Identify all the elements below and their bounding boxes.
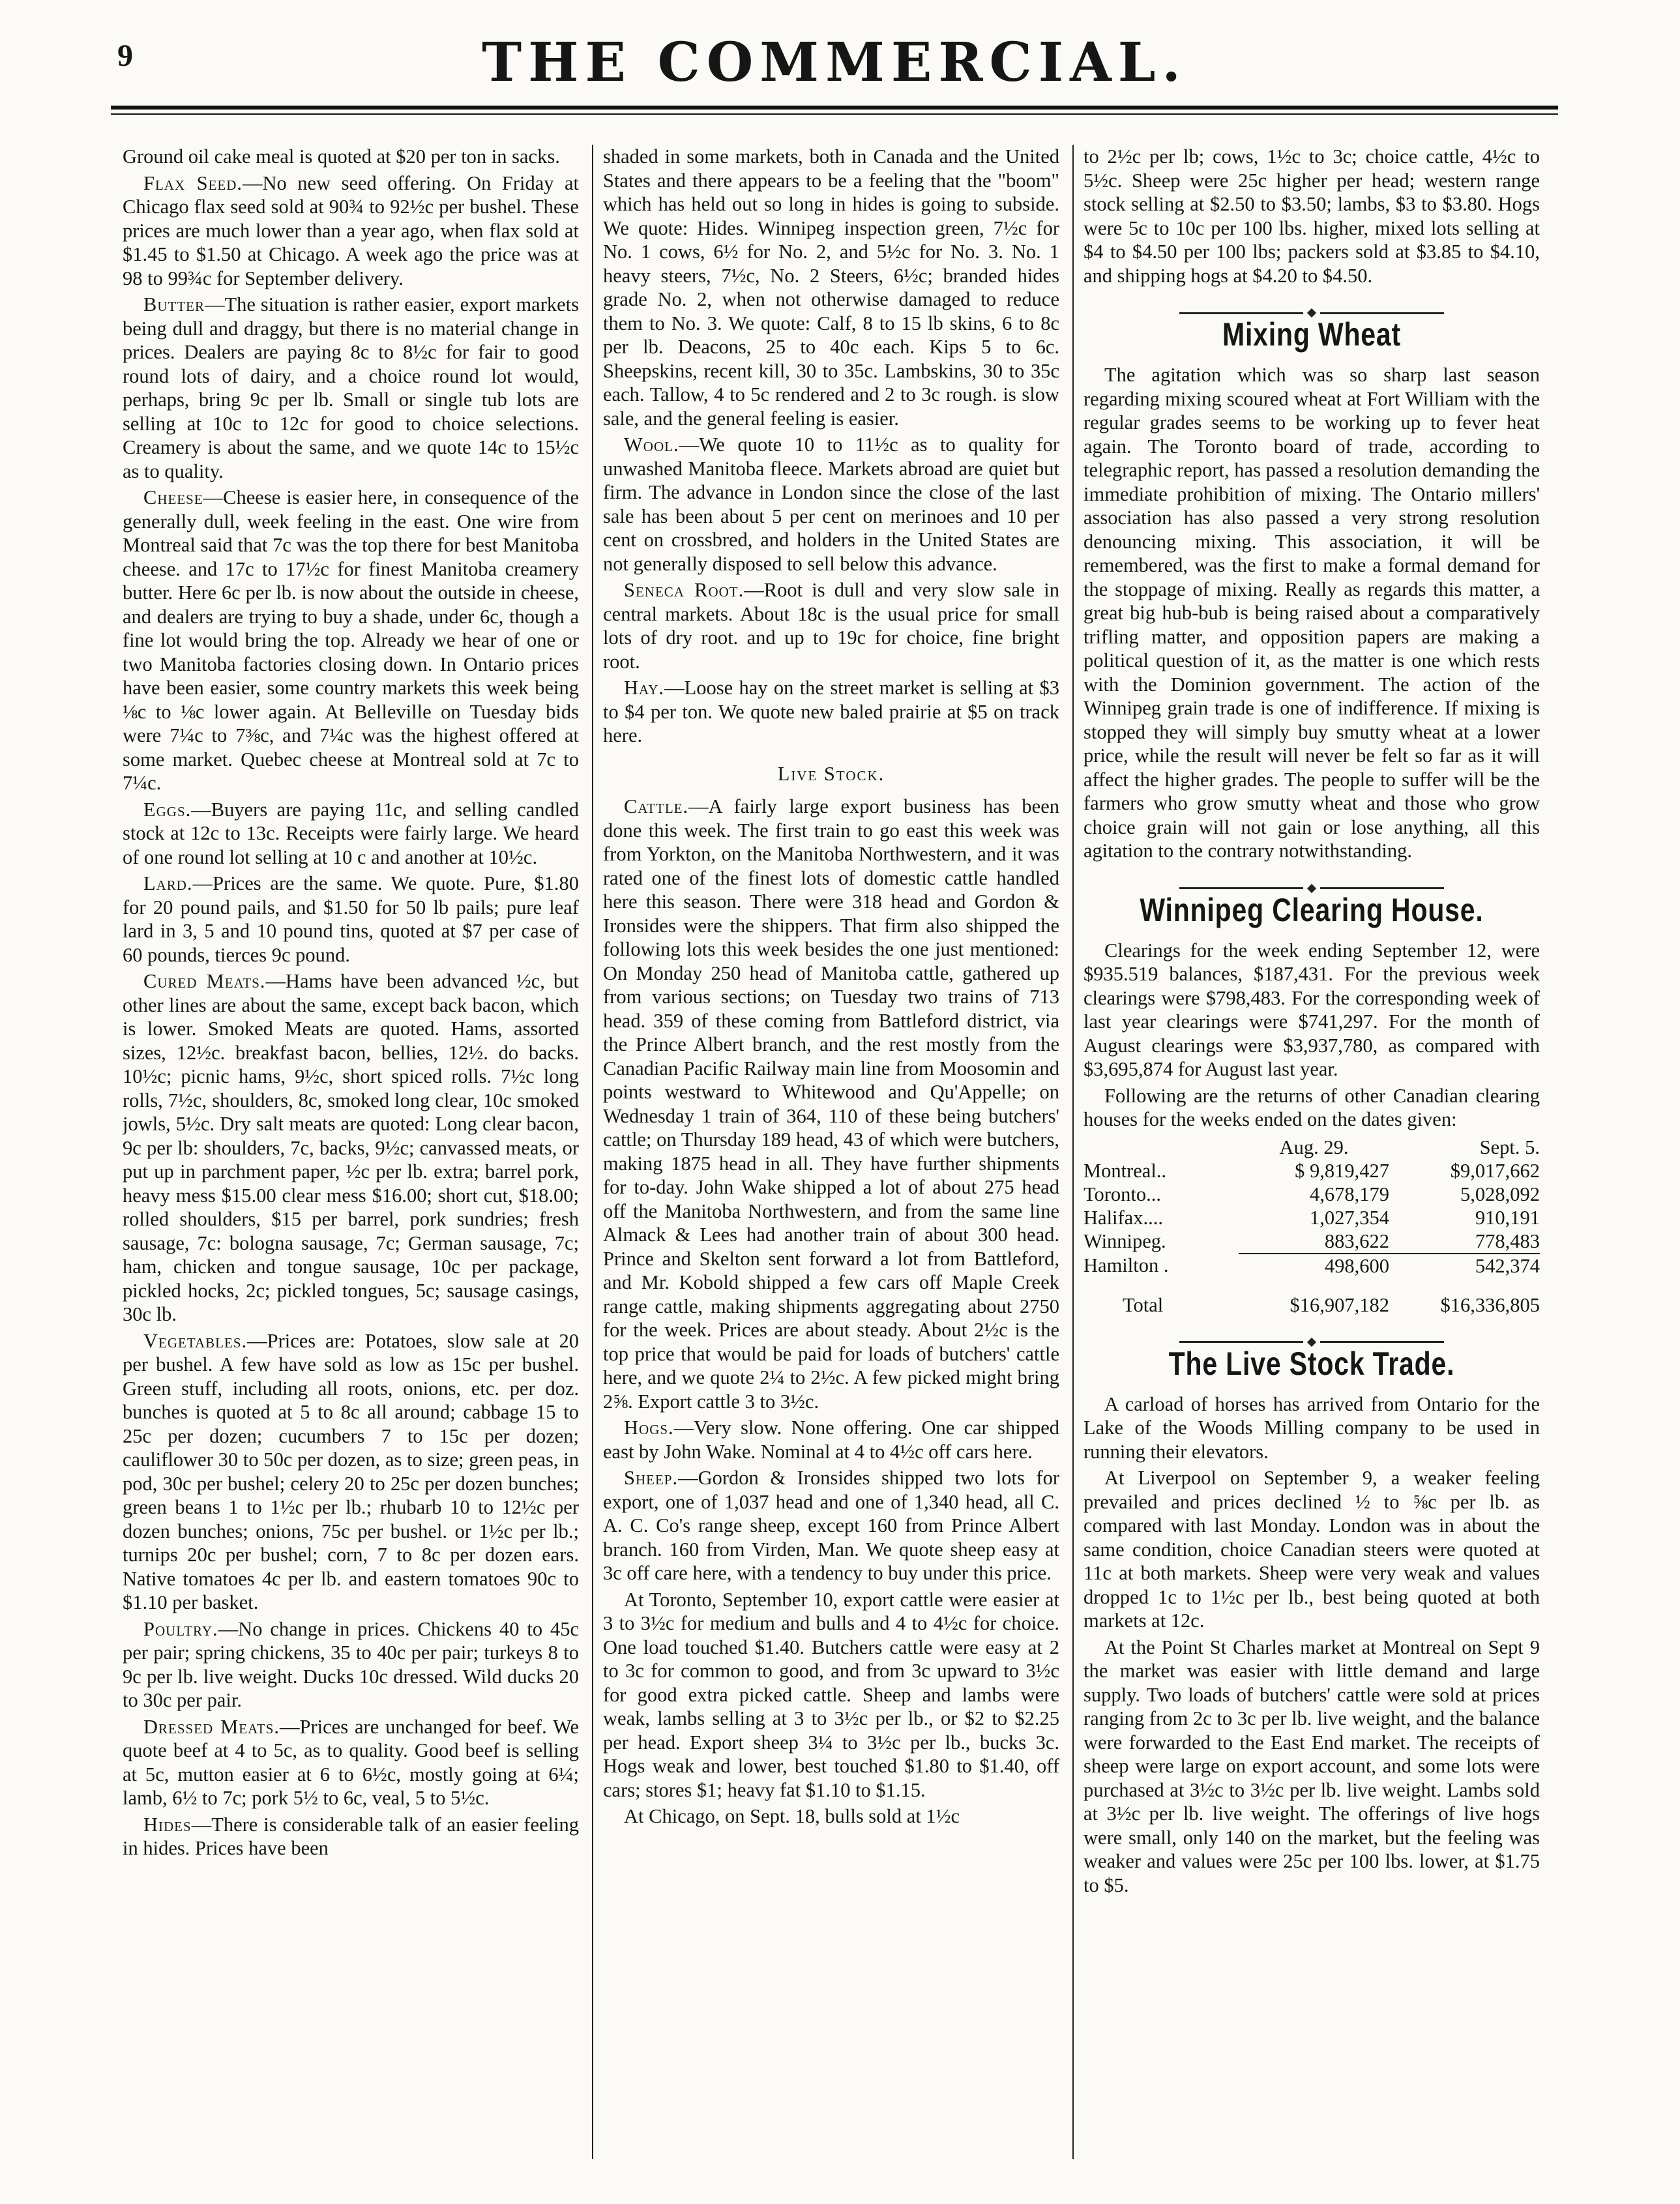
table-row (1083, 1254, 1540, 1278)
column-2 (603, 145, 1059, 2179)
newspaper-title: THE COMMERCIAL. (482, 31, 1187, 94)
hay-label: Hay. (624, 677, 665, 699)
butter-text: —The situation is rather easier, export markets being dull and draggy, but there is no material change in prices. Dealers are paying 8c to 8½c for fair to good round lots of dairy, and a choice round lot would, perhaps, bring 9c per lb. Small or single tub lots are selling at 10c to 12c for good to choice selections. Creamery is about the same, and we quote 14c to 15½c as to quality. (123, 293, 579, 482)
city-cell: Winnipeg. (1083, 1230, 1166, 1252)
cheese-text: —Cheese is easier here, in consequence of the generally dull, week feeling in the east. One wire from Montreal said that 7c was the top there for best Manitoba cheese. and 17c to 17½c for finest Manitoba creamery butter. Here 6c per lb. is now about the outside in cheese, and dealers are trying to buy a shade, under 6c, though a fine lot would bring the top. Already we hear of one or two Manitoba factories closing down. In Ontario prices have been easier, some country markets this week being ⅛c to ⅛c lower again. At Belleville on Tuesday bids were 7¼c to 7⅜c, and 7¼c was the highest offered at some market. Quebec cheese at Montreal sold at 7c to 7¼c. (123, 486, 579, 794)
dressed-meats-text: —Prices are unchanged for beef. We quote beef at 4 to 5c, as to quality. Good beef is selling at 5c, mutton easier at 6 to 6½c, mostly going at 6¼; lamb, 6½ to 7c; pork 5½ to 6c, veal, 5 to 5½c. (123, 1715, 579, 1809)
column-header-aug-29: Aug. 29. (1279, 1136, 1349, 1158)
masthead-rule-thick (111, 106, 1558, 110)
poultry-paragraph (123, 1617, 579, 1712)
column-3 (1083, 145, 1540, 2179)
butter-label: Butter (143, 293, 205, 316)
city-cell: Toronto... (1083, 1183, 1162, 1205)
vegetables-text: —Prices are: Potatoes, slow sale at 20 per bushel. A few have sold as low as 15c per bushel. Green stuff, including all roots, onions, etc. per doz. bunches is quoted at 5 to 8c all around; cabbage 15 to 25c per dozen; cucumbers 7 to 15c per dozen; cauliflower 30 to 50c per dozen, as to size; green peas, in pod, 30c per bushel; celery 20 to 25c per dozen bunches; green beans 1 to 1½c per lb.; rhubarb 10 to 12½c per dozen bunches; onions, 75c per bushel. or 1½c per lb.; turnips 20c per bushel; corn, 7 to 8c per dozen ears. Native tomatoes 4c per lb. and eastern tomatoes 90c to $1.10 per basket. (123, 1329, 579, 1613)
lard-text: —Prices are the same. We quote. Pure, $1.80 for 20 pound pails, and $1.50 for 50 lb pails; pure leaf lard in 3, 5 and 10 pound tins, quoted at $7 per case of 60 pounds, tierces 9c pound. (123, 872, 579, 966)
hay-text: —Loose hay on the street market is selling at $3 to $4 per ton. We quote new baled prairie at $5 on track here. (603, 677, 1059, 746)
clearing-table (1083, 1136, 1540, 1317)
city-cell: Hamilton . (1083, 1254, 1169, 1276)
column-header-sept-5: Sept. 5. (1479, 1136, 1540, 1158)
masthead-rule-thin (111, 113, 1558, 115)
city-cell: Montreal.. (1083, 1159, 1167, 1182)
eggs-label: Eggs. (143, 798, 192, 821)
live-stock-trade-paragraph-1: A carload of horses has arrived from Ontario for the Lake of the Woods Milling company to be used in running their elevators. (1083, 1392, 1540, 1463)
value-cell: 4,678,179 (1310, 1183, 1389, 1205)
poultry-text: —No change in prices. Chickens 40 to 45c per pair; spring chickens, 35 to 40c per pair; turkeys 8 to 9c per lb. live weight. Ducks 10c dressed. Wild ducks 20 to 30c per pair. (123, 1617, 579, 1711)
total-aug-29: $16,907,182 (1289, 1293, 1389, 1316)
value-cell: 542,374 (1389, 1254, 1540, 1278)
cattle-text: —A fairly large export business has been done this week. The first train to go east this week was from Yorkton, on the Manitoba Northwestern, and it was rated one of the finest lots of domestic cattle handled here this season. There were 318 head and Gordon & Ironsides were the shippers. That firm also shipped the following lots this week besides the one just mentioned: On Monday 250 head of Manitoba cattle, gathered up from various sections; on Tuesday two trains of 713 head. 359 of these coming from Battleford district, via the Prince Albert branch, and the rest mostly from the Canadian Pacific Railway main line from Moosomin and points westward to Whitewood and Qu'Appelle; on Wednesday 1 train of 364, 110 of these being butchers' cattle; on Thursday 189 head, 43 of which were butchers, making 1875 head in all. They have further shipments for to-day. John Wake shipped a lot of about 275 head off the Manitoba Northwestern, and from the same line Almack & Lees had another train of about 300 head. Prince and Skelton sent forward a lot from Battleford, and Mr. Kobold shipped a few cars off Maple Creek range cattle, making shipments aggregating about 2750 for the week. Prices are about steady. About 2½c is the top price that would be paid for loads of butchers' cattle here, and we quote 2¼ to 2½c. A few picked might bring 2⅝. Export cattle 3 to 3½c. (603, 795, 1059, 1413)
cheese-label: Cheese (143, 486, 203, 508)
butter-paragraph (123, 293, 579, 483)
value-cell: 883,622 (1324, 1229, 1389, 1252)
masthead (111, 20, 1558, 117)
lard-paragraph (123, 872, 579, 967)
sheep-label: Sheep. (624, 1467, 679, 1489)
hogs-text: —Very slow. None offering. One car shipped east by John Wake. Nominal at 4 to 4½c off cars here. (603, 1417, 1059, 1463)
toronto-paragraph: At Toronto, September 10, export cattle were easier at 3 to 3½c for medium and bulls and 4 to 4½c for choice. One load touched $1.40. Butchers cattle were easy at 2 to 3c for common to good, and from 3c upward to 3½c for good extra picked cattle. Sheep and lambs were weak, lambs selling at 3 to 3½c per lb., or $2 to $2.25 per head. Export sheep 3¼ to 3½c per lb., bucks 3c. Hogs weak and lower, best touched $1.80 to $1.40, off cars; stores $1; heavy fat $1.10 to $1.15. (603, 1588, 1059, 1801)
eggs-paragraph (123, 798, 579, 870)
clearing-paragraph-2: Following are the returns of other Canadian clearing houses for the weeks ended on the dates given: (1083, 1084, 1540, 1130)
total-sept-5: $16,336,805 (1440, 1293, 1540, 1316)
cattle-paragraph (603, 795, 1059, 1413)
poultry-label: Poultry. (143, 1617, 218, 1640)
cured-meats-label: Cured Meats. (143, 970, 266, 992)
column-divider-2 (1072, 145, 1074, 2159)
clearing-house-heading: Winnipeg Clearing House. (1140, 891, 1484, 928)
dressed-meats-label: Dressed Meats. (143, 1715, 280, 1738)
live-stock-trade-paragraph-3: At the Point St Charles market at Montreal on Sept 9 the market was easier with little demand and large supply. Two loads of butchers' cattle were sold at prices ranging from 2c to 3c per lb. live weight, and the balance were forwarded to the East End market. The receipts of sheep were large on export account, and some lots were purchased at 3½c to 3½c per lb. live weight. Lambs sold at 3½c per lb. live weight. The offerings of live hogs were small, only 140 on the market, but the feeling was weaker and values were 25c per 100 lbs. lower, at $1.75 to $5. (1083, 1636, 1540, 1896)
wool-text: —We quote 10 to 11½c as to quality for unwashed Manitoba fleece. Markets abroad are quiet but firm. The advance in London since the close of the last sale has been about 5 per cent on merinoes and 10 per cent on crossbred, and holders in the United States are not generally disposed to sell below this advance. (603, 433, 1059, 575)
mixing-wheat-paragraph: The agitation which was so sharp last season regarding mixing scoured wheat at Fort William with the regular grades seems to be working up to fever heat again. The Toronto board of trade, according to telegraphic report, has passed a resolution demanding the immediate prohibition of mixing. The Ontario millers' association has also passed a very strong resolution denouncing mixing. This association, it will be remembered, was the first to make a formal demand for the stoppage of mixing. Really as regards this matter, a great big hub-bub is being raised about a comparatively trifling matter, and opposition papers are making a political question of it, as the matter is one which rests with the Dominion government. The action of the Winnipeg grain trade is one of indifference. If mixing is stopped they will simply buy smutty wheat at a lower price, while the result will never be felt so far as it will affect the higher grades. The people to suffer will be the farmers who grow smutty wheat and those who grow choice grain will not gain or lose anything, all this agitation to the contrary notwithstanding. (1083, 364, 1540, 862)
city-cell: Halifax.... (1083, 1206, 1163, 1229)
hogs-label: Hogs. (624, 1417, 674, 1439)
chicago-continued: to 2½c per lb; cows, 1½c to 3c; choice cattle, 4½c to 5½c. Sheep were 25c higher per head; western range stock selling at $2.50 to $3.50; lambs, $3 to $3.80. Hogs were 5c to 10c per 100 lbs. higher, mixed lots selling at $4 to $4.50 per 100 lbs; packers sold at $3.85 to $4.10, and shipping hogs at $4.20 to $4.50. (1083, 145, 1540, 287)
value-cell: $9,017,662 (1450, 1159, 1540, 1182)
live-stock-trade-heading: The Live Stock Trade. (1168, 1345, 1455, 1382)
value-cell: 910,191 (1475, 1206, 1540, 1229)
eggs-text: —Buyers are paying 11c, and selling candled stock at 12c to 13c. Receipts were fairly large. We heard of one round lot selling at 10 c and another at 10½c. (123, 798, 579, 868)
hides-text: —There is considerable talk of an easier feeling in hides. Prices have been (123, 1813, 579, 1859)
sheep-paragraph (603, 1466, 1059, 1585)
page-number: 9 (117, 38, 133, 73)
table-row (1083, 1229, 1540, 1254)
cattle-label: Cattle. (624, 795, 689, 817)
vegetables-label: Vegetables. (143, 1329, 248, 1352)
lard-label: Lard. (143, 872, 193, 894)
live-stock-subheading: Live Stock. (777, 762, 885, 785)
live-stock-trade-paragraph-2: At Liverpool on September 9, a weaker feeling prevailed and prices declined ½ to ⅝c per lb. as compared with last Monday. London was in about the same condition, choice Canadian steers were quoted at 11c at both markets. Sheep were very weak and values dropped 1c to 1½c per lb., best being quoted at both markets at 12c. (1083, 1467, 1540, 1632)
table-header-row (1083, 1136, 1540, 1159)
value-cell: 5,028,092 (1460, 1183, 1540, 1205)
hogs-paragraph (603, 1416, 1059, 1463)
flax-seed-paragraph (123, 171, 579, 291)
hides-continued: shaded in some markets, both in Canada and the United States and there appears to be a feeling that the "boom" which has held out so long in hides is going to subside. We quote: Hides. Winnipeg inspection green, 7½c for No. 1 cows, 6½ for No. 2, and 5½c for No. 3. No. 1 heavy steers, 7½c, No. 2 Steers, 6½c; branded hides grade No. 2, when not otherwise damaged to reduce them to No. 3. We quote: Calf, 8 to 15 lb skins, 6 to 8c per lb. Deacons, 25 to 40c each. Kips 5 to 6c. Sheepskins, recent kill, 30 to 35c. Lambskins, 30 to 35c each. Tallow, 4 to 5c rendered and 2 to 3c rough. is slow sale, and the general feeling is easier. (603, 145, 1059, 430)
sheep-text: —Gordon & Ironsides shipped two lots for export, one of 1,037 head and one of 1,340 head, all C. A. C. Co's range sheep, except 160 from Prince Albert branch. 160 from Virden, Man. We quote sheep easy at 3c off care here, with a tendency to buy under this price. (603, 1467, 1059, 1584)
value-cell: 1,027,354 (1310, 1206, 1389, 1229)
value-cell: $ 9,819,427 (1295, 1159, 1389, 1182)
seneca-root-label: Seneca Root. (624, 579, 744, 601)
table-row (1083, 1159, 1540, 1183)
wool-label: Wool. (624, 433, 679, 456)
cheese-paragraph (123, 486, 579, 795)
hides-paragraph (123, 1813, 579, 1860)
seneca-root-paragraph (603, 578, 1059, 673)
mixing-wheat-heading: Mixing Wheat (1222, 316, 1402, 353)
ornament-divider (1083, 299, 1540, 308)
value-cell: 498,600 (1239, 1254, 1389, 1278)
table-row (1083, 1183, 1540, 1206)
cured-meats-paragraph (123, 969, 579, 1327)
hides-label: Hides (143, 1813, 192, 1836)
dressed-meats-paragraph (123, 1715, 579, 1810)
value-cell: 778,483 (1475, 1229, 1540, 1252)
ornament-divider (1083, 875, 1540, 884)
chicago-paragraph: At Chicago, on Sept. 18, bulls sold at 1½c (624, 1805, 960, 1827)
hay-paragraph (603, 676, 1059, 748)
vegetables-paragraph (123, 1329, 579, 1615)
cured-meats-text: —Hams have been advanced ½c, but other lines are about the same, except back bacon, which is lower. Smoked Meats are quoted. Hams, assorted sizes, 12½c. breakfast bacon, bellies, 12½. do backs. 10½c; picnic hams, 9½c, short spiced rolls. 7½c long rolls, 7½c, shoulders, 8c, smoked long clear, 10c smoked jowls, 5½c. Dry salt meats are quoted: Long clear bacon, 9c per lb: shoulders, 7c, backs, 9½c; canvassed meats, or put up in parchment paper, ½c per lb. extra; barrel pork, heavy mess $15.00 clear mess $16.00; short cut, $18.00; rolled shoulders, $15 per barrel, pork sundries; fresh sausage, 7c: bologna sausage, 7c; German sausage, 7c; ham, chicken and tongue sausage, 10c per package, pickled hocks, 2c; pickled tongues, 5c; sausage casings, 30c lb. (123, 970, 579, 1325)
flax-seed-text: —No new seed offering. On Friday at Chicago flax seed sold at 90¾ to 92½c per bushel. These prices are much lower than a year ago, when flax sold at $1.45 to $1.50 at Chicago. A week ago the price was at 98 to 99¾c for September delivery. (123, 171, 579, 289)
flax-seed-label: Flax Seed. (143, 171, 243, 194)
total-label: Total (1123, 1293, 1164, 1316)
column-divider-1 (592, 145, 593, 2159)
wool-paragraph (603, 433, 1059, 576)
total-row (1083, 1278, 1540, 1317)
ornament-divider (1083, 1329, 1540, 1338)
column-1 (123, 145, 579, 2179)
table-row (1083, 1206, 1540, 1229)
seneca-root-text: —Root is dull and very slow sale in central markets. About 18c is the usual price for small lots of dry root. and up to 19c for choice, fine bright root. (603, 579, 1059, 673)
clearing-paragraph-1: Clearings for the week ending September 12, were $935.519 balances, $187,431. For the previous week clearings were $798,483. For the corresponding week of last year clearings were $741,297. For the month of August clearings were $3,937,780, as compared with $3,695,874 for August last year. (1083, 939, 1540, 1080)
oil-cake-paragraph: Ground oil cake meal is quoted at $20 per ton in sacks. (123, 145, 560, 168)
